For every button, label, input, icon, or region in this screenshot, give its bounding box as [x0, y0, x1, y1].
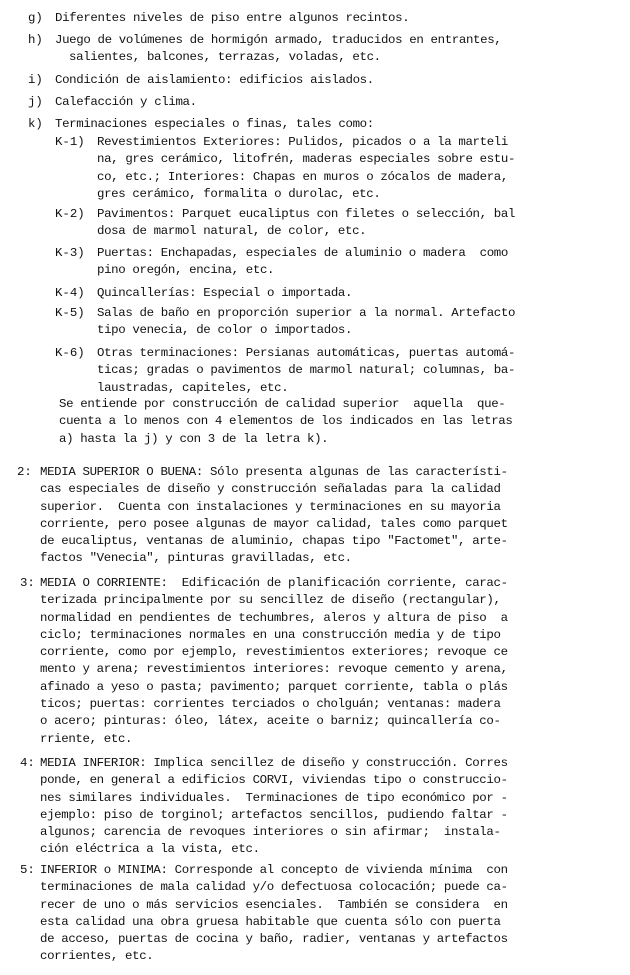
category-line: corriente, como por ejemplo, revestimientos exteriores; revoque ce: [40, 645, 508, 660]
category-line: ejemplo: piso de torginol; artefactos sencillos, pudiendo faltar -: [40, 807, 508, 822]
item-marker: k): [28, 117, 43, 131]
item-line: salientes, balcones, terrazas, voladas, etc.: [69, 50, 381, 65]
sub-item-k4: [97, 285, 352, 302]
category-line: corriente, pero posee algunas de mayor calidad, tales como parquet: [40, 516, 508, 531]
item-line: Diferentes niveles de piso entre algunos recintos.: [55, 11, 410, 25]
sub-item-line: Otras terminaciones: Persianas automáticas, puertas automá-: [97, 346, 516, 360]
category-line: afinado a yeso o pasta; pavimento; parquet corriente, tabla o plás: [40, 679, 508, 694]
sub-item-k3: [97, 245, 508, 280]
item-marker: g): [28, 11, 43, 25]
category-line: de acceso, puertas de cocina y baño, radier, ventanas y artefactos: [40, 932, 508, 947]
category-line: ticos; puertas: corrientes terciados o cholguán; ventanas: madera: [40, 697, 501, 712]
sub-item-line: laustradas, capiteles, etc.: [97, 380, 289, 395]
category-line: factos "Venecia", pinturas gravilladas, etc.: [40, 551, 352, 566]
item-marker: j): [28, 95, 43, 109]
category-line: recer de uno o más servicios esenciales. También se considera en: [40, 897, 508, 912]
item-marker: h): [28, 33, 43, 47]
category-line: INFERIOR o MINIMA: Corresponde al concepto de vivienda mínima con: [40, 863, 508, 877]
category-media-inferior: [40, 755, 508, 859]
item-line: Condición de aislamiento: edificios aislados.: [55, 73, 374, 87]
sub-item-marker: K-2): [55, 207, 85, 221]
item-i: [55, 72, 374, 89]
category-line: terizada principalmente por su sencillez de diseño (rectangular),: [40, 593, 501, 608]
note-line: a) hasta la j) y con 3 de la letra k).: [59, 431, 329, 446]
sub-item-marker: K-3): [55, 246, 85, 260]
sub-item-line: Pavimentos: Parquet eucaliptus con filetes o selección, bal: [97, 207, 516, 221]
item-line: Calefacción y clima.: [55, 95, 197, 109]
category-line: superior. Cuenta con instalaciones y terminaciones en su mayoria: [40, 499, 501, 514]
category-line: mento y arena; revestimientos interiores: revoque cemento y arena,: [40, 662, 508, 677]
category-line: cas especiales de diseño y construcción señaladas para la calidad: [40, 482, 501, 497]
sub-item-k2: [97, 206, 515, 241]
item-g: [55, 10, 409, 27]
category-line: MEDIA O CORRIENTE: Edificación de planificación corriente, carac-: [40, 576, 508, 590]
sub-item-line: co, etc.; Interiores: Chapas en muros o zócalos de madera,: [97, 169, 508, 184]
sub-item-marker: K-6): [55, 346, 85, 360]
category-line: algunos; carencia de revoques interiores o sin afirmar; instala-: [40, 825, 501, 840]
category-line: MEDIA SUPERIOR O BUENA: Sólo presenta algunas de las característi-: [40, 465, 508, 479]
category-line: ciclo; terminaciones normales en una construcción media y de tipo: [40, 627, 501, 642]
sub-item-line: tipo venecia, de color o importados.: [97, 323, 353, 338]
sub-item-k1: [97, 134, 515, 203]
sub-item-line: dosa de marmol natural, de color, etc.: [97, 224, 367, 239]
note-line: cuenta a lo menos con 4 elementos de los indicados en las letras: [59, 414, 513, 429]
category-line: de eucaliptus, ventanas de aluminio, chapas tipo "Factomet", arte-: [40, 534, 508, 549]
sub-item-line: Puertas: Enchapadas, especiales de aluminio o madera como: [97, 246, 508, 260]
sub-item-line: Revestimientos Exteriores: Pulidos, picados o a la marteli: [97, 135, 508, 149]
category-line: nes similares individuales. Terminaciones de tipo económico por -: [40, 790, 508, 805]
category-line: o acero; pinturas: óleo, látex, aceite o barniz; quincallería co-: [40, 714, 501, 729]
category-line: MEDIA INFERIOR: Implica sencillez de diseño y construcción. Corres: [40, 756, 508, 770]
category-number: 5:: [20, 863, 35, 877]
sub-item-line: gres cerámico, formalita o durolac, etc.: [97, 186, 381, 201]
note-line: Se entiende por construcción de calidad superior aquella que-: [59, 397, 506, 411]
sub-item-line: ticas; gradas o pavimentos de marmol natural; columnas, ba-: [97, 363, 516, 378]
item-j: [55, 94, 197, 111]
category-line: ponde, en general a edificios CORVI, viviendas tipo o construccio-: [40, 773, 508, 788]
category-number: 3:: [20, 576, 35, 590]
sub-item-marker: K-4): [55, 286, 85, 300]
category-line: terminaciones de mala calidad y/o defectuosa colocación; puede ca-: [40, 880, 508, 895]
category-line: corrientes, etc.: [40, 949, 154, 964]
category-line: rriente, etc.: [40, 731, 133, 746]
sub-item-line: Quincallerías: Especial o importada.: [97, 286, 353, 300]
sub-item-line: Salas de baño en proporción superior a la normal. Artefacto: [97, 306, 516, 320]
category-media-corriente: [40, 575, 508, 748]
item-k: [55, 116, 374, 133]
category-line: normalidad en pendientes de techumbres, aleros y altura de piso a: [40, 610, 508, 625]
superior-quality-note: [59, 396, 512, 448]
category-media-superior: [40, 464, 508, 568]
category-inferior-minima: [40, 862, 508, 966]
sub-item-line: na, gres cerámico, litofrén, maderas especiales sobre estu-: [97, 152, 516, 167]
sub-item-k6: [97, 345, 515, 397]
category-number: 4:: [20, 756, 35, 770]
item-h: [55, 32, 501, 67]
sub-item-line: pino oregón, encina, etc.: [97, 263, 275, 278]
sub-item-marker: K-5): [55, 306, 85, 320]
category-number: 2:: [17, 465, 32, 479]
category-line: ción eléctrica a la vista, etc.: [40, 842, 260, 857]
sub-item-marker: K-1): [55, 135, 85, 149]
category-line: esta calidad una obra gruesa habitable que cuenta sólo con puerta: [40, 914, 501, 929]
item-marker: i): [28, 73, 43, 87]
item-line: Terminaciones especiales o finas, tales como:: [55, 117, 374, 131]
item-line: Juego de volúmenes de hormigón armado, traducidos en entrantes,: [55, 33, 502, 47]
sub-item-k5: [97, 305, 515, 340]
